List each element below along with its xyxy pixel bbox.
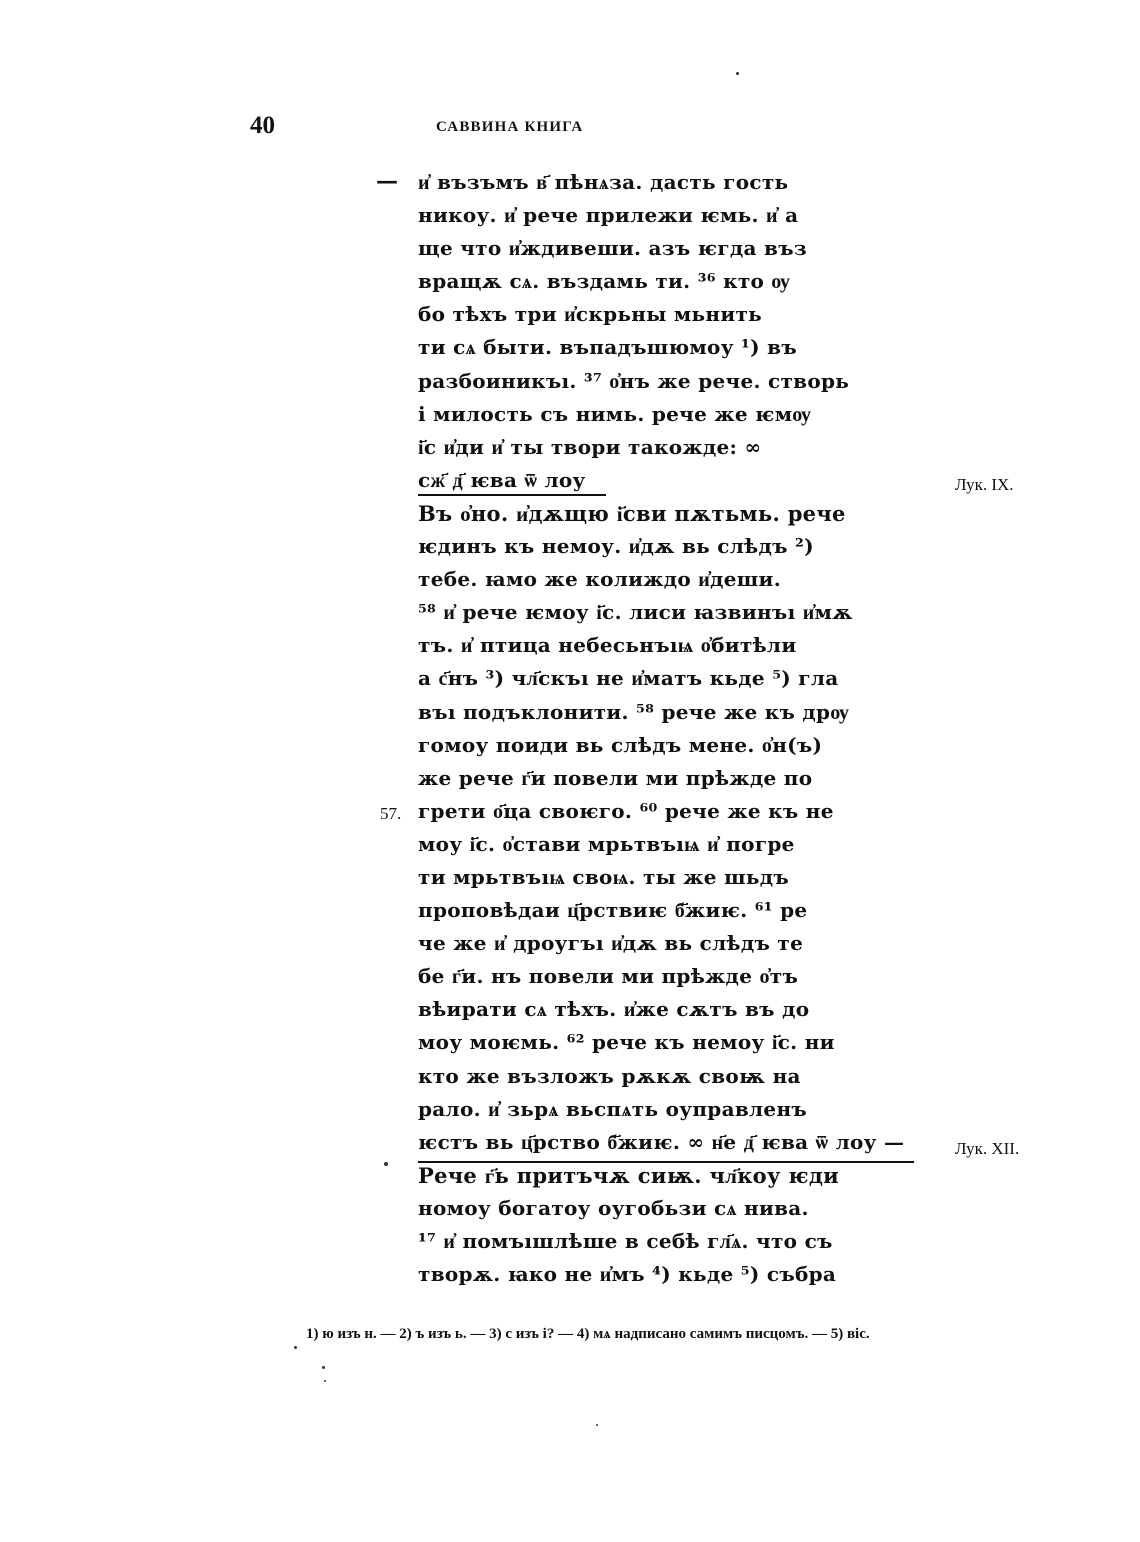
text-line: ⁵⁸ и҆ рече ѥмоу і҃с. лиси ꙗзвинъı и҆мѫ [418,600,853,625]
lead-dash: — [376,168,398,194]
scan-speck [322,1366,325,1369]
scan-speck [384,1162,388,1166]
text-line: же рече г҃и повели ми прѣжде по [418,765,813,790]
text-line: Рече г҃ь притъчѫ сиѭ. чл҃коу ѥди [418,1162,840,1188]
running-title: САВВИНА КНИГА [436,119,584,135]
text-line: тебе. ꙗмо же колиждо и҆деши. [418,567,781,592]
text-line: ще что и҆ждивеши. азъ ѥгда въз [418,236,807,261]
footnotes: 1) ю изъ н. — 2) ъ изъ ь. — 3) с изъ і? — 4) мѧ надписано самимъ писцомъ. — 5) віс. [306,1326,870,1342]
lection-heading-1: сж҃ д҃ ѥва ѿ лоу [418,467,586,492]
text-line: вѣирати сѧ тѣхъ. и҆же сѫтъ въ до [418,997,810,1022]
verse-marker: 57. [380,804,402,823]
text-line: ти сѧ быти. въпадъшюмоу ¹) въ [418,335,797,360]
text-line: ѥдинъ къ немоу. и҆дѫ вь слѣдъ ²) [418,534,814,559]
main-text-block [418,166,905,1291]
text-line: кто же възложъ рѫкѫ своѭ на [418,1063,801,1088]
text-line: разбоиникъı. ³⁷ о҆нъ же рече. створь [418,368,850,393]
text-line: номоу богатоу оугобьзи сѧ нива. [418,1195,809,1220]
text-line: ¹⁷ и҆ помъıшлѣше в себѣ гл҃ѧ. что съ [418,1229,833,1253]
text-line: проповѣдаи ц҃рствиѥ б҃жиѥ. ⁶¹ ре [418,898,808,923]
text-line: бо тѣхъ три и҆скрьны мьнить [418,302,763,327]
scan-speck [294,1346,297,1349]
text-line: бе г҃и. нъ повели ми прѣжде о҆тъ [418,964,799,989]
text-line: никоу. и҆ рече прилежи ѥмь. и҆ а [418,203,799,228]
text-line: гомоу поиди вь слѣдъ мене. о҆н(ъ) [418,732,823,757]
text-line: рало. и҆ зьрѧ вьспѧть оуправленъ [418,1096,808,1121]
text-line: моу моѥмь. ⁶² рече къ немоу і҃с. ни [418,1030,835,1055]
text-line: въı подъклонити. ⁵⁸ рече же къ дрѹ [418,699,850,724]
text-line: и҆ възъмъ в҃ пѣнѧза. дасть гость [418,170,789,194]
text-line: че же и҆ дроугъı и҆дѫ вь слѣдъ те [418,931,804,956]
text-line: і милость съ нимь. рече же ѥмѹ [418,401,812,426]
margin-reference: Лук. XII. [955,1139,1020,1158]
text-line: творѫ. ꙗко не и҆мъ ⁴) кьде ⁵) събра [418,1262,837,1287]
scan-speck [596,1424,598,1426]
scan-speck [736,72,739,75]
text-line: а с҃нъ ³) чл҃скъı не и҆матъ кьде ⁵) гла [418,666,839,691]
page-number: 40 [250,112,275,139]
text-line: тъ. и҆ птица небесьнъıѩ о҆битѣли [418,633,797,658]
section-rule [418,1161,914,1163]
lection-heading-2: ѥстъ вь ц҃рство б҃жиѥ. ∞ н҃е д҃ ѥва ѿ лоу — [418,1129,905,1154]
scan-speck [324,1380,326,1382]
text-line: моу і҃с. о҆стави мрьтвъıѩ и҆ погре [418,831,795,856]
section-rule [418,494,606,496]
text-line: грети о҃ца своѥго. ⁶⁰ рече же къ не [418,798,834,823]
text-line: і҃с и҆ди и҆ ты твори такожде: ∞ [418,434,762,459]
text-line: Въ о҆но. и҆дѫщю і҃сви пѫтьмь. рече [418,500,846,526]
text-line: ти мрьтвъıѩ своѩ. ты же шьдъ [418,864,790,889]
text-line: вращѫ сѧ. въздамь ти. ³⁶ кто ѹ [418,269,791,294]
margin-reference: Лук. IX. [955,475,1014,494]
